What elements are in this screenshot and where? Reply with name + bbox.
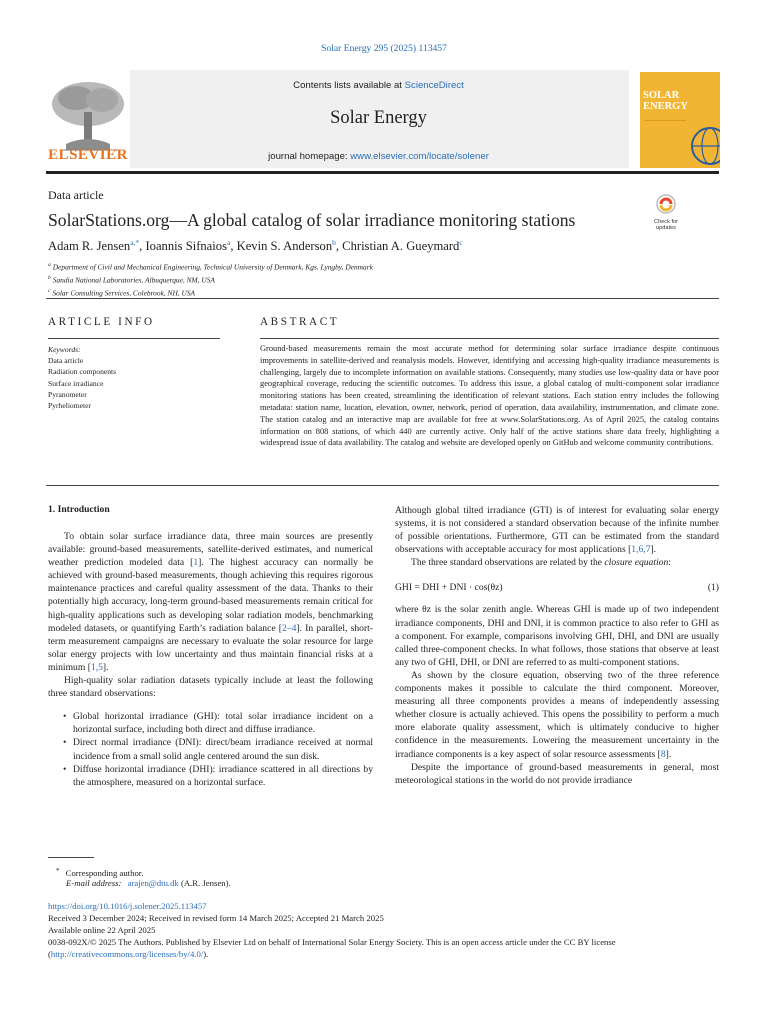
author-separator: , bbox=[139, 239, 146, 254]
intro-r1-a: Although global tilted irradiance (GTI) is of interest for evaluating solar energy systems, it is not considered a standard observation because of the infinite number of possible orientations. Furthermore, GTI can be estimated from the standard observations with acceptable accuracy for most applications [ bbox=[395, 505, 719, 556]
elsevier-logo[interactable] bbox=[46, 70, 130, 168]
contents-prefix: Contents lists available at bbox=[293, 80, 405, 91]
journal-cover[interactable] bbox=[640, 72, 720, 168]
abstract-heading: ABSTRACT bbox=[260, 316, 340, 328]
citation-link[interactable]: 1,5 bbox=[90, 661, 103, 673]
corresponding-text: Corresponding author. bbox=[65, 868, 144, 878]
author-affiliation-mark[interactable]: b bbox=[332, 238, 336, 247]
author-affiliation-mark[interactable]: c bbox=[459, 238, 463, 247]
author-name[interactable]: Adam R. Jensen bbox=[48, 239, 131, 254]
closure-equation-term: closure equation bbox=[604, 557, 669, 569]
intro-p1-a: To obtain solar surface irradiance data, three main sources are presently available: ground-based measurements, satellite-derived estimates, and numerical weather prediction modeled data [ bbox=[48, 531, 373, 569]
sciencedirect-link[interactable]: ScienceDirect bbox=[404, 80, 464, 91]
header-rule bbox=[46, 171, 719, 174]
keyword: Data article bbox=[48, 356, 84, 366]
list-item: • Diffuse horizontal irradiance (DHI): irradiance scattered in all directions by the atmosphere, measured on a horizontal surface. bbox=[48, 763, 373, 789]
homepage-prefix: journal homepage: bbox=[268, 151, 351, 162]
affiliation-row bbox=[48, 286, 373, 299]
intro-right-column bbox=[395, 504, 719, 787]
keywords-list bbox=[48, 355, 116, 411]
intro-right-paragraph-5: Despite the importance of ground-based measurements in general, most meteorological stations in the world do not provide irradiance bbox=[395, 761, 719, 786]
abstract-rule bbox=[260, 338, 719, 339]
affiliation-row bbox=[48, 260, 373, 273]
keywords-block bbox=[48, 344, 116, 411]
publisher-name: ELSEVIER bbox=[48, 147, 128, 163]
affiliation-mark: a bbox=[48, 262, 51, 268]
citation-link[interactable]: 8 bbox=[660, 748, 666, 760]
equation-number: (1) bbox=[707, 582, 719, 594]
cover-title-line1: SOLAR bbox=[643, 90, 680, 101]
intro-left-column bbox=[48, 530, 373, 789]
license-line bbox=[48, 948, 720, 960]
author-name[interactable]: Ioannis Sifnaios bbox=[145, 239, 227, 254]
journal-citation[interactable]: Solar Energy 295 (2025) 113457 bbox=[321, 43, 447, 54]
keyword: Pyrheliometer bbox=[48, 401, 92, 411]
homepage-link[interactable]: www.elsevier.com/locate/solener bbox=[350, 151, 489, 162]
homepage-line bbox=[128, 151, 629, 162]
citation-link[interactable]: 1,6,7 bbox=[631, 544, 651, 556]
abstract-bottom-rule bbox=[46, 485, 719, 486]
article-footer bbox=[48, 900, 720, 960]
closure-equation: GHI = DHI + DNI · cos(θz) bbox=[395, 582, 503, 594]
list-item: • Global horizontal irradiance (GHI): total solar irradiance incident on a horizontal surface, including both direct and diffuse irradiance. bbox=[48, 710, 373, 736]
standard-observations-list bbox=[48, 710, 373, 789]
email-label: E-mail address: bbox=[66, 878, 122, 888]
author-affiliation-mark[interactable]: a bbox=[226, 238, 231, 247]
license-close: ). bbox=[203, 949, 209, 960]
email-link[interactable]: arajen@dtu.dk bbox=[127, 878, 179, 888]
license-open: ( bbox=[48, 949, 51, 960]
intro-p1-d: ]. bbox=[102, 661, 109, 673]
check-for-updates-badge[interactable] bbox=[646, 194, 686, 230]
keyword: Pyranometer bbox=[48, 389, 87, 399]
author-list bbox=[48, 238, 463, 254]
author-separator: , bbox=[335, 239, 343, 254]
corresponding-mark: * bbox=[56, 867, 60, 875]
article-info-rule bbox=[48, 338, 220, 339]
equation-block bbox=[395, 579, 719, 597]
intro-paragraph-1 bbox=[48, 530, 373, 674]
intro-p1-c: ]. In parallel, short-term measurement campaigns are necessary to evaluate the solar resource for large solar energy projects with low uncertainty and thus maintain financial risks at a minimum [ bbox=[48, 622, 373, 673]
cover-title bbox=[643, 90, 688, 112]
intro-r4-b: ]. bbox=[665, 748, 672, 760]
affiliation-list bbox=[48, 260, 373, 299]
cover-text-block bbox=[644, 120, 686, 157]
intro-r2-a: The three standard observations are related by the bbox=[411, 557, 605, 569]
list-item: • Direct normal irradiance (DNI): direct/beam irradiance received at normal incidence from a small solid angle centered around the sun disk. bbox=[48, 736, 373, 762]
email-suffix: (A.R. Jensen). bbox=[180, 878, 231, 888]
citation-link[interactable]: 2–4 bbox=[281, 622, 297, 634]
intro-r1-b: ]. bbox=[650, 544, 657, 556]
keyword: Surface irradiance bbox=[48, 378, 104, 388]
intro-right-paragraph-1 bbox=[395, 504, 719, 556]
intro-paragraph-2: High-quality solar radiation datasets typically include at least the following three standard observations: bbox=[48, 675, 373, 700]
keyword: Radiation components bbox=[48, 367, 117, 377]
affiliation-mark: c bbox=[48, 287, 51, 294]
cover-globe-icon bbox=[690, 124, 720, 168]
affiliation-row bbox=[48, 273, 373, 286]
intro-right-paragraph-3: where θz is the solar zenith angle. Whereas GHI is made up of two independent irradiance components, DHI and DNI, it is common practice to also refer to GHI as a component. For example, comparisons involving GHI, DHI, and DNI are usually called three-component checks. In what follows, those stations that observe at least any two of GHI, DHI, or DNI are referred to as multi-component stations. bbox=[395, 604, 719, 668]
email-line bbox=[66, 877, 231, 889]
contents-line bbox=[128, 80, 629, 91]
abstract-text: Ground-based measurements remain the most accurate method for determining solar surface irradiance despite continuous improvements in satellite-derived and reanalysis models. However, identifying and accessing high-quality irradiance measurements is challenging, largely due to incomplete information on available stations. Consequently, many studies use low-quality data or have poor geographical coverage, reducing the scientific outcomes. To address this issue, a global catalog of multi-component solar irradiance monitoring stations has been created, streamlining the identification of relevant stations. Each station entry includes the following metadata: station name, location, elevation, owner, network, period of operation, data availability, instrumentation, and climate zone. The station catalog and an interactive map are available for free at www.SolarStations.org. As of April 2025, the catalog contains information on 808 stations, of which 440 are currently active. Only half of the active stations share data freely, highlighting a widespread issue of data availability. The catalog and website are developed openly on GitHub and welcome community contributions. bbox=[260, 344, 719, 448]
keywords-label: Keywords: bbox=[48, 345, 81, 354]
author-name[interactable]: Christian A. Gueymard bbox=[342, 239, 460, 254]
citation-link[interactable]: 1 bbox=[193, 557, 199, 569]
online-date: Available online 22 April 2025 bbox=[48, 925, 156, 936]
check-updates-line2: updates bbox=[656, 225, 676, 232]
received-dates: Received 3 December 2024; Received in revised form 14 March 2025; Accepted 21 March 2025 bbox=[48, 913, 384, 924]
check-updates-icon bbox=[655, 194, 677, 214]
cover-title-line2: ENERGY bbox=[643, 101, 688, 112]
intro-p1-b: ]. The highest accuracy can normally be achieved with ground-based measurements, though achieving this requires rigorous maintenance practices and careful quality assessment of the data. Thanks to their potentially high accuracy, long-term ground-based measurements remain critical for high-quality applications such as developing solar radiation models, benchmarking modeled datasets, or quantifying Earth’s radiation balance [ bbox=[48, 557, 373, 634]
author-name[interactable]: Kevin S. Anderson bbox=[236, 239, 333, 254]
journal-name: Solar Energy bbox=[330, 108, 427, 128]
affiliation-mark: b bbox=[48, 274, 51, 281]
intro-right-paragraph-2 bbox=[395, 556, 719, 569]
affiliation-text: Solar Consulting Services, Colebrook, NH, USA bbox=[52, 288, 196, 298]
copyright-notice: 0038-092X/© 2025 The Authors. Published by Elsevier Ltd on behalf of International Solar Energy Society. This is an open access article under the CC BY license bbox=[48, 937, 616, 948]
intro-right-paragraph-4 bbox=[395, 669, 719, 761]
intro-r2-b: : bbox=[668, 557, 671, 569]
article-title: SolarStations.org—A global catalog of solar irradiance monitoring stations bbox=[48, 210, 576, 230]
affiliation-rule bbox=[46, 298, 719, 299]
article-type: Data article bbox=[48, 188, 104, 202]
check-updates-line1: Check for bbox=[654, 219, 678, 225]
doi-link[interactable]: https://doi.org/10.1016/j.solener.2025.113457 bbox=[48, 901, 207, 911]
footnote-rule bbox=[48, 857, 94, 858]
affiliation-text: Department of Civil and Mechanical Engineering, Technical University of Denmark, Kgs. Lyngby, Denmark bbox=[52, 262, 373, 272]
intro-r4-a: As shown by the closure equation, observing two of the three reference components makes it possible to calculate the third component. Moreover, measuring all three components provides a means of independently assessing whether closure is actually achieved. This opens the possibility to perform a much more elaborate quality assessment, which is ultimately conducive to higher confidence in the measurements. Lowering the measurement uncertainty in the irradiance components is a key aspect of solar resource assessments [ bbox=[395, 669, 719, 760]
article-info-heading: ARTICLE INFO bbox=[48, 316, 155, 328]
author-separator: , bbox=[230, 239, 237, 254]
affiliation-text: Sandia National Laboratories, Albuquerque, NM, USA bbox=[52, 275, 215, 285]
license-link[interactable]: http://creativecommons.org/licenses/by/4.0/ bbox=[50, 949, 204, 960]
section-heading-introduction: 1. Introduction bbox=[48, 504, 110, 515]
author-affiliation-mark[interactable]: a,* bbox=[130, 238, 140, 247]
